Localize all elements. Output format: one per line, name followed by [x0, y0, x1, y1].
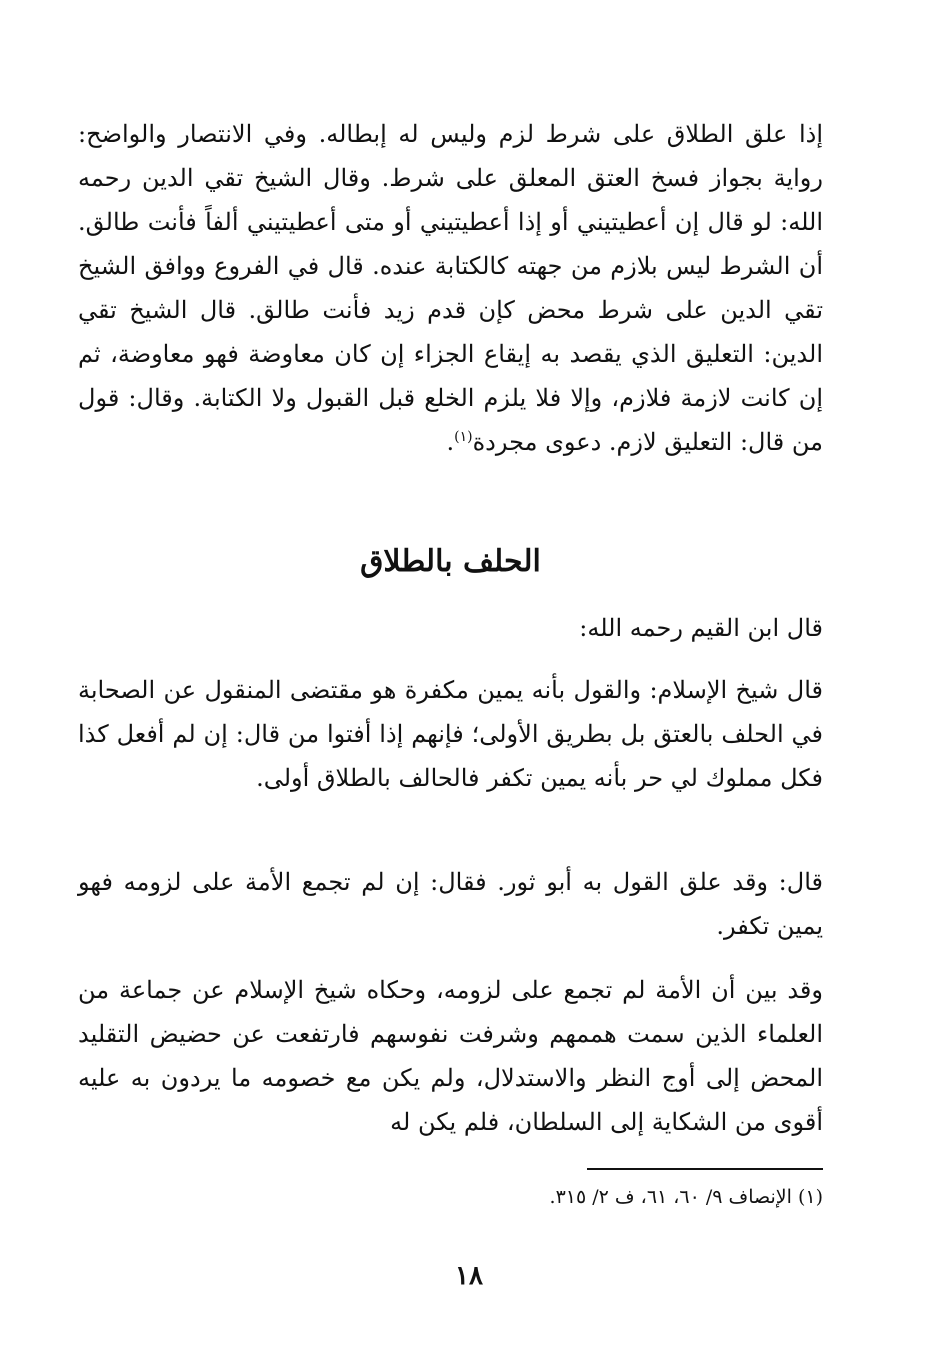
footnote: (١) الإنصاف ٩/ ٦٠، ٦١، ف ٢/ ٣١٥.	[549, 1186, 823, 1208]
footnote-divider	[587, 1168, 823, 1170]
body-paragraph	[78, 112, 823, 464]
footnote-marker: (١)	[454, 429, 473, 445]
paragraph-end-punctuation: .	[446, 428, 455, 456]
body-paragraph: وقد بين أن الأمة لم تجمع على لزومه، وحكاه شيخ الإسلام عن جماعة من العلماء الذين سمت هممهم وشرفت نفوسهم فارتفعت عن حضيض التقليد المحض إلى أوج النظر والاستدلال، ولم يكن مع خصومه ما يردون به عليه أقوى من الشكاية إلى السلطان، فلم يكن له	[78, 976, 823, 1136]
section-heading: الحلف بالطلاق	[360, 544, 541, 579]
body-paragraph: قال شيخ الإسلام: والقول بأنه يمين مكفرة هو مقتضى المنقول عن الصحابة في الحلف بالعتق بل بطريق الأولى؛ فإنهم إذا أفتوا من قال: إن لم أفعل كذا فكل مملوك لي حر بأنه يمين تكفر فالحالف بالطلاق أولى.	[78, 676, 823, 792]
page-number: ١٨	[455, 1261, 483, 1291]
body-paragraph: قال: وقد علق القول به أبو ثور. فقال: إن لم تجمع الأمة على لزومه فهو يمين تكفر.	[78, 868, 823, 940]
body-paragraph: قال ابن القيم رحمه الله:	[579, 614, 823, 642]
paragraph-text: إذا علق الطلاق على شرط لزم وليس له إبطاله. وفي الانتصار والواضح: رواية بجواز فسخ العتق المعلق على شرط. وقال الشيخ تقي الدين رحمه الله: لو قال إن أعطيتيني أو إذا أعطيتيني أو متى أعطيتيني ألفاً فأنت طالق. أن الشرط ليس بلازم من جهته كالكتابة عنده. قال في الفروع ووافق الشيخ تقي الدين على شرط محض كإن قدم زيد فأنت طالق. قال الشيخ تقي الدين: التعليق الذي يقصد به إيقاع الجزاء إن كان معاوضة فهو معاوضة، ثم إن كانت لازمة فلازم، وإلا فلا يلزم الخلع قبل القبول ولا الكتابة. وقال: قول من قال: التعليق لازم. دعوى مجردة	[78, 120, 824, 456]
